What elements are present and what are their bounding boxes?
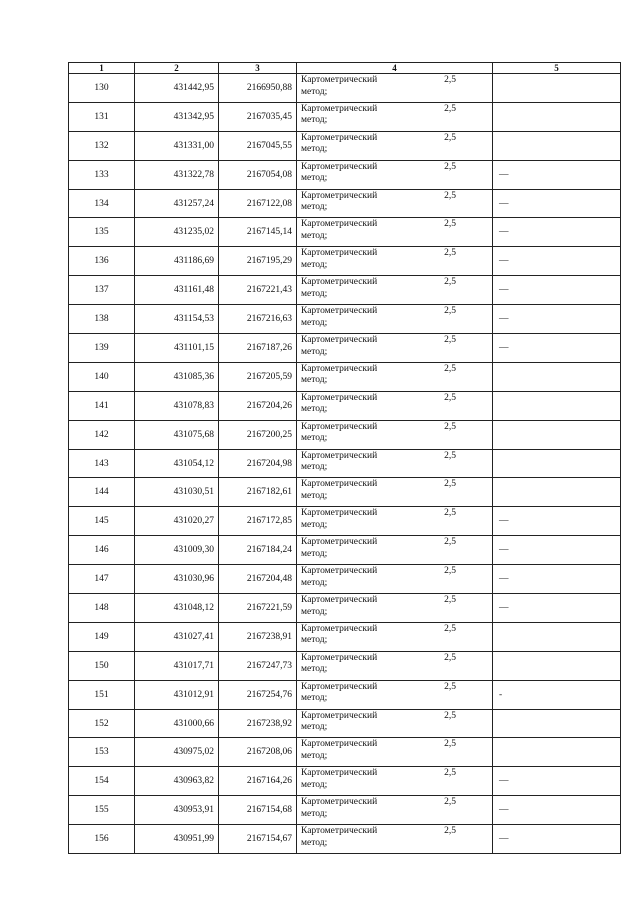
coord-x: 431186,69	[135, 247, 219, 276]
point-number: 146	[69, 536, 135, 565]
note-cell: —	[493, 218, 621, 247]
method-suffix: метод;	[301, 490, 328, 501]
method-cell	[297, 594, 493, 623]
method-suffix: метод;	[301, 837, 328, 848]
coord-y: 2167164,26	[219, 767, 297, 796]
note-cell	[493, 362, 621, 391]
point-number: 134	[69, 189, 135, 218]
method-name: Картометрический	[301, 537, 378, 548]
table-row	[69, 247, 621, 276]
method-cell	[297, 651, 493, 680]
accuracy-value: 2,5	[444, 537, 456, 548]
point-number: 153	[69, 738, 135, 767]
accuracy-value: 2,5	[444, 248, 456, 259]
coord-x: 431030,96	[135, 565, 219, 594]
table-body	[69, 74, 621, 854]
note-cell: —	[493, 594, 621, 623]
method-suffix: метод;	[301, 606, 328, 617]
table-row	[69, 651, 621, 680]
method-suffix: метод;	[301, 404, 328, 415]
method-text	[301, 191, 492, 214]
coord-x: 430953,91	[135, 796, 219, 825]
method-text	[301, 393, 492, 416]
method-cell	[297, 825, 493, 854]
coord-x: 430975,02	[135, 738, 219, 767]
point-number: 137	[69, 276, 135, 305]
method-cell	[297, 680, 493, 709]
coord-y: 2167254,76	[219, 680, 297, 709]
coord-x: 431235,02	[135, 218, 219, 247]
coord-y: 2167184,24	[219, 536, 297, 565]
header-col-2: 2	[135, 63, 219, 74]
header-row	[69, 63, 621, 74]
accuracy-value: 2,5	[444, 363, 456, 374]
accuracy-value: 2,5	[444, 797, 456, 808]
note-cell	[493, 709, 621, 738]
point-number: 132	[69, 131, 135, 160]
accuracy-value: 2,5	[444, 190, 456, 201]
note-cell: —	[493, 305, 621, 334]
point-number: 152	[69, 709, 135, 738]
method-name: Картометрический	[301, 710, 378, 721]
coord-y: 2167238,91	[219, 622, 297, 651]
method-text	[301, 306, 492, 329]
point-number: 142	[69, 420, 135, 449]
method-text	[301, 653, 492, 676]
coord-x: 431000,66	[135, 709, 219, 738]
method-cell	[297, 391, 493, 420]
method-name: Картометрический	[301, 508, 378, 519]
coord-x: 431012,91	[135, 680, 219, 709]
method-name: Картометрический	[301, 103, 378, 114]
method-text	[301, 104, 492, 127]
method-text	[301, 335, 492, 358]
table-row	[69, 189, 621, 218]
coord-x: 431442,95	[135, 74, 219, 103]
method-cell	[297, 189, 493, 218]
point-number: 156	[69, 825, 135, 854]
coord-y: 2167204,98	[219, 449, 297, 478]
method-suffix: метод;	[301, 808, 328, 819]
coord-y: 2167187,26	[219, 334, 297, 363]
coord-y: 2167154,67	[219, 825, 297, 854]
note-cell	[493, 449, 621, 478]
method-name: Картометрический	[301, 623, 378, 634]
method-name: Картометрический	[301, 190, 378, 201]
method-suffix: метод;	[301, 750, 328, 761]
method-text	[301, 162, 492, 185]
accuracy-value: 2,5	[444, 132, 456, 143]
method-cell	[297, 218, 493, 247]
method-suffix: метод;	[301, 288, 328, 299]
note-cell: —	[493, 796, 621, 825]
method-name: Картометрический	[301, 277, 378, 288]
coord-x: 431154,53	[135, 305, 219, 334]
accuracy-value: 2,5	[444, 392, 456, 403]
note-cell: —	[493, 334, 621, 363]
point-number: 131	[69, 102, 135, 131]
method-suffix: метод;	[301, 86, 328, 97]
coord-x: 431054,12	[135, 449, 219, 478]
method-cell	[297, 276, 493, 305]
note-cell: —	[493, 767, 621, 796]
method-cell	[297, 247, 493, 276]
point-number: 130	[69, 74, 135, 103]
method-text	[301, 797, 492, 820]
coord-y: 2167200,25	[219, 420, 297, 449]
point-number: 140	[69, 362, 135, 391]
method-suffix: метод;	[301, 664, 328, 675]
note-cell	[493, 102, 621, 131]
accuracy-value: 2,5	[444, 75, 456, 85]
header-col-5: 5	[493, 63, 621, 74]
table-row	[69, 391, 621, 420]
method-text	[301, 277, 492, 300]
method-name: Картометрический	[301, 132, 378, 143]
header-col-1: 1	[69, 63, 135, 74]
method-name: Картометрический	[301, 652, 378, 663]
method-text	[301, 219, 492, 242]
coord-y: 2167195,29	[219, 247, 297, 276]
coord-y: 2166950,88	[219, 74, 297, 103]
method-cell	[297, 160, 493, 189]
method-name: Картометрический	[301, 219, 378, 230]
table-row	[69, 362, 621, 391]
table-row	[69, 680, 621, 709]
method-suffix: метод;	[301, 693, 328, 704]
note-cell	[493, 651, 621, 680]
table-row	[69, 102, 621, 131]
method-name: Картометрический	[301, 797, 378, 808]
point-number: 138	[69, 305, 135, 334]
accuracy-value: 2,5	[444, 710, 456, 721]
method-text	[301, 624, 492, 647]
accuracy-value: 2,5	[444, 739, 456, 750]
note-cell: —	[493, 507, 621, 536]
table-row	[69, 767, 621, 796]
method-text	[301, 508, 492, 531]
note-cell: —	[493, 160, 621, 189]
table-row	[69, 738, 621, 767]
note-cell	[493, 74, 621, 103]
accuracy-value: 2,5	[444, 652, 456, 663]
table-row	[69, 74, 621, 103]
accuracy-value: 2,5	[444, 103, 456, 114]
method-text	[301, 537, 492, 560]
method-text	[301, 479, 492, 502]
accuracy-value: 2,5	[444, 826, 456, 837]
coord-x: 431342,95	[135, 102, 219, 131]
method-name: Картометрический	[301, 479, 378, 490]
method-cell	[297, 767, 493, 796]
coordinates-table-container	[68, 62, 620, 854]
header-col-3: 3	[219, 63, 297, 74]
accuracy-value: 2,5	[444, 479, 456, 490]
table-row	[69, 131, 621, 160]
method-cell	[297, 102, 493, 131]
method-name: Картометрический	[301, 306, 378, 317]
method-suffix: метод;	[301, 779, 328, 790]
coord-y: 2167154,68	[219, 796, 297, 825]
coord-y: 2167035,45	[219, 102, 297, 131]
coord-y: 2167122,08	[219, 189, 297, 218]
accuracy-value: 2,5	[444, 508, 456, 519]
method-suffix: метод;	[301, 722, 328, 733]
method-suffix: метод;	[301, 346, 328, 357]
coord-x: 431030,51	[135, 478, 219, 507]
table-row	[69, 594, 621, 623]
table-row	[69, 478, 621, 507]
method-suffix: метод;	[301, 259, 328, 270]
note-cell: —	[493, 536, 621, 565]
coordinates-table	[68, 62, 621, 854]
method-cell	[297, 796, 493, 825]
method-cell	[297, 709, 493, 738]
note-cell: -	[493, 680, 621, 709]
table-row	[69, 449, 621, 478]
point-number: 144	[69, 478, 135, 507]
method-name: Картометрический	[301, 75, 378, 85]
coord-y: 2167204,48	[219, 565, 297, 594]
method-suffix: метод;	[301, 375, 328, 386]
table-row	[69, 507, 621, 536]
coord-x: 431048,12	[135, 594, 219, 623]
table-row	[69, 825, 621, 854]
accuracy-value: 2,5	[444, 681, 456, 692]
method-suffix: метод;	[301, 519, 328, 530]
method-suffix: метод;	[301, 173, 328, 184]
method-cell	[297, 305, 493, 334]
method-suffix: метод;	[301, 462, 328, 473]
coord-y: 2167054,08	[219, 160, 297, 189]
method-suffix: метод;	[301, 230, 328, 241]
method-cell	[297, 478, 493, 507]
point-number: 155	[69, 796, 135, 825]
method-name: Картометрический	[301, 363, 378, 374]
note-cell: —	[493, 189, 621, 218]
method-name: Картометрический	[301, 739, 378, 750]
note-cell	[493, 420, 621, 449]
table-row	[69, 218, 621, 247]
method-name: Картометрический	[301, 392, 378, 403]
point-number: 133	[69, 160, 135, 189]
method-text	[301, 826, 492, 849]
method-name: Картометрический	[301, 595, 378, 606]
method-cell	[297, 420, 493, 449]
coord-x: 430963,82	[135, 767, 219, 796]
accuracy-value: 2,5	[444, 219, 456, 230]
note-cell: —	[493, 247, 621, 276]
accuracy-value: 2,5	[444, 450, 456, 461]
point-number: 143	[69, 449, 135, 478]
method-text	[301, 595, 492, 618]
coord-y: 2167247,73	[219, 651, 297, 680]
point-number: 148	[69, 594, 135, 623]
method-suffix: метод;	[301, 202, 328, 213]
coord-x: 431078,83	[135, 391, 219, 420]
accuracy-value: 2,5	[444, 566, 456, 577]
coord-y: 2167208,06	[219, 738, 297, 767]
note-cell	[493, 622, 621, 651]
method-text	[301, 422, 492, 445]
method-text	[301, 75, 492, 98]
method-cell	[297, 536, 493, 565]
note-cell	[493, 738, 621, 767]
accuracy-value: 2,5	[444, 623, 456, 634]
table-row	[69, 305, 621, 334]
method-suffix: метод;	[301, 144, 328, 155]
accuracy-value: 2,5	[444, 768, 456, 779]
method-text	[301, 248, 492, 271]
method-name: Картометрический	[301, 450, 378, 461]
coord-x: 430951,99	[135, 825, 219, 854]
coord-y: 2167205,59	[219, 362, 297, 391]
method-cell	[297, 565, 493, 594]
accuracy-value: 2,5	[444, 335, 456, 346]
point-number: 135	[69, 218, 135, 247]
coord-x: 431322,78	[135, 160, 219, 189]
coord-x: 431101,15	[135, 334, 219, 363]
method-name: Картометрический	[301, 681, 378, 692]
coord-y: 2167182,61	[219, 478, 297, 507]
point-number: 145	[69, 507, 135, 536]
method-suffix: метод;	[301, 577, 328, 588]
method-name: Картометрический	[301, 248, 378, 259]
table-row	[69, 796, 621, 825]
table-row	[69, 420, 621, 449]
point-number: 154	[69, 767, 135, 796]
coord-x: 431017,71	[135, 651, 219, 680]
table-row	[69, 622, 621, 651]
point-number: 147	[69, 565, 135, 594]
method-cell	[297, 334, 493, 363]
method-name: Картометрический	[301, 161, 378, 172]
note-cell: —	[493, 276, 621, 305]
coord-x: 431027,41	[135, 622, 219, 651]
method-cell	[297, 738, 493, 767]
method-text	[301, 364, 492, 387]
coord-y: 2167238,92	[219, 709, 297, 738]
coord-x: 431331,00	[135, 131, 219, 160]
accuracy-value: 2,5	[444, 306, 456, 317]
accuracy-value: 2,5	[444, 277, 456, 288]
point-number: 136	[69, 247, 135, 276]
method-name: Картометрический	[301, 768, 378, 779]
method-cell	[297, 507, 493, 536]
point-number: 139	[69, 334, 135, 363]
point-number: 150	[69, 651, 135, 680]
method-text	[301, 566, 492, 589]
coord-y: 2167221,59	[219, 594, 297, 623]
table-row	[69, 709, 621, 738]
method-cell	[297, 362, 493, 391]
method-text	[301, 739, 492, 762]
coord-y: 2167216,63	[219, 305, 297, 334]
coord-x: 431020,27	[135, 507, 219, 536]
method-suffix: метод;	[301, 115, 328, 126]
method-name: Картометрический	[301, 826, 378, 837]
coord-x: 431257,24	[135, 189, 219, 218]
note-cell: —	[493, 825, 621, 854]
method-cell	[297, 74, 493, 103]
method-suffix: метод;	[301, 433, 328, 444]
method-cell	[297, 622, 493, 651]
method-suffix: метод;	[301, 635, 328, 646]
method-suffix: метод;	[301, 548, 328, 559]
coord-y: 2167221,43	[219, 276, 297, 305]
method-text	[301, 451, 492, 474]
method-text	[301, 711, 492, 734]
note-cell	[493, 131, 621, 160]
method-name: Картометрический	[301, 335, 378, 346]
method-text	[301, 768, 492, 791]
point-number: 151	[69, 680, 135, 709]
accuracy-value: 2,5	[444, 595, 456, 606]
method-text	[301, 133, 492, 156]
method-cell	[297, 131, 493, 160]
table-row	[69, 536, 621, 565]
method-name: Картометрический	[301, 421, 378, 432]
note-cell	[493, 391, 621, 420]
method-suffix: метод;	[301, 317, 328, 328]
coord-x: 431161,48	[135, 276, 219, 305]
table-row	[69, 565, 621, 594]
coord-y: 2167045,55	[219, 131, 297, 160]
coord-y: 2167145,14	[219, 218, 297, 247]
point-number: 141	[69, 391, 135, 420]
coord-x: 431085,36	[135, 362, 219, 391]
note-cell	[493, 478, 621, 507]
coord-y: 2167172,85	[219, 507, 297, 536]
header-col-4: 4	[297, 63, 493, 74]
accuracy-value: 2,5	[444, 421, 456, 432]
table-row	[69, 334, 621, 363]
table-row	[69, 160, 621, 189]
method-cell	[297, 449, 493, 478]
method-text	[301, 682, 492, 705]
note-cell: —	[493, 565, 621, 594]
accuracy-value: 2,5	[444, 161, 456, 172]
table-header	[69, 63, 621, 74]
coord-x: 431075,68	[135, 420, 219, 449]
point-number: 149	[69, 622, 135, 651]
table-row	[69, 276, 621, 305]
coord-x: 431009,30	[135, 536, 219, 565]
method-name: Картометрический	[301, 566, 378, 577]
coord-y: 2167204,26	[219, 391, 297, 420]
